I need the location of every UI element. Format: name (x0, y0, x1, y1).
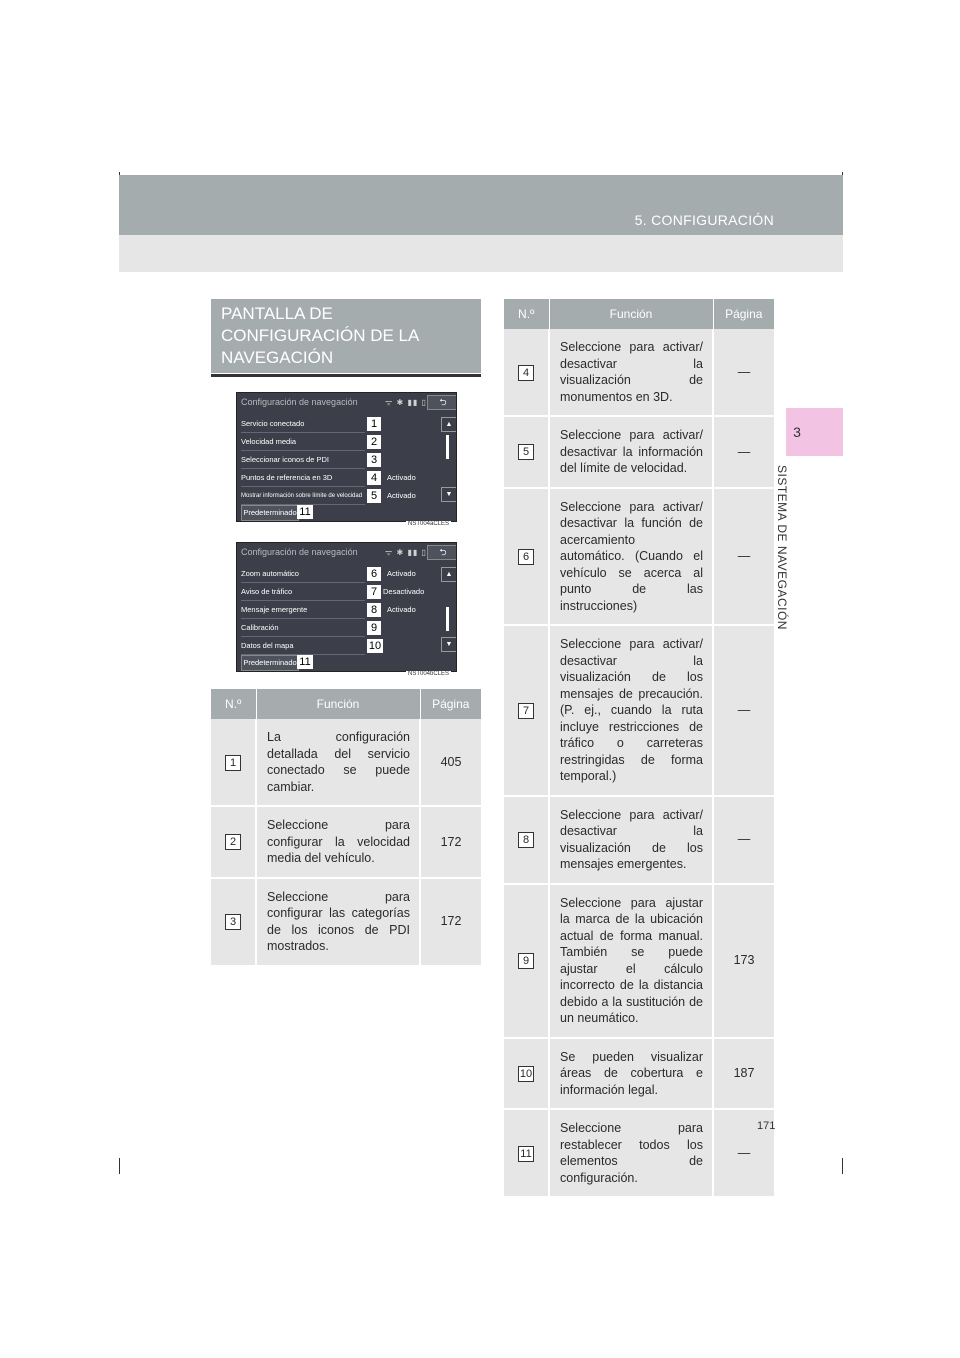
default-number: 11 (297, 505, 313, 519)
section-heading-line: NAVEGACIÓN (221, 348, 334, 367)
row-page: 172 (420, 806, 481, 878)
section-underline (211, 374, 481, 377)
row-function: Se pueden visualizar áreas de cobertura e información legal. (549, 1038, 713, 1110)
table-row (504, 1038, 774, 1110)
col-header-function: Función (256, 689, 420, 719)
screen-item-value: Activado (387, 569, 416, 578)
row-num-cell (211, 719, 256, 806)
table-header-row (211, 689, 481, 719)
scroll-up-icon: ▲ (441, 567, 457, 582)
row-page: — (713, 329, 774, 416)
nav-settings-screenshot-2 (236, 542, 457, 672)
row-num-cell (504, 488, 549, 626)
row-num-cell (504, 1109, 549, 1197)
scroll-down-icon: ▼ (441, 487, 457, 502)
screen-item-number: 1 (367, 417, 381, 431)
table-row (211, 719, 481, 806)
scroll-up-icon: ▲ (441, 417, 457, 432)
status-icons: ᯤ ✱ ▮▮ ▯ (385, 548, 427, 557)
table-row (211, 878, 481, 966)
scrollbar-thumb (446, 435, 449, 459)
screen-item-value: Activado (387, 605, 416, 614)
function-table-left (211, 689, 481, 967)
default-number: 11 (297, 655, 313, 669)
screen-item-value: Activado (387, 491, 416, 500)
page-number: 171 (757, 1120, 776, 1132)
row-num-cell (504, 416, 549, 488)
scrollbar-thumb (446, 607, 449, 631)
row-function: Seleccione para activar/ desactivar la información del límite de velocidad. (549, 416, 713, 488)
screen-item-label: Mensaje emergente (241, 602, 365, 619)
row-page: — (713, 796, 774, 884)
row-page: 187 (713, 1038, 774, 1110)
screen-item-number: 3 (367, 453, 381, 467)
screen-item-value (387, 434, 437, 450)
row-page: — (713, 488, 774, 626)
col-header-page: Página (420, 689, 481, 719)
screen-item-label: Zoom automático (241, 566, 365, 583)
table-row (504, 1109, 774, 1197)
screen-item-label: Calibración (241, 620, 365, 637)
screen-item-value: Activado (387, 473, 416, 482)
screen-item-value (387, 416, 437, 432)
row-num: 1 (225, 755, 241, 771)
default-button: Predeterminado (241, 655, 299, 671)
chapter-title: 5. CONFIGURACIÓN (634, 212, 774, 228)
row-num: 11 (518, 1146, 534, 1162)
row-num: 2 (225, 834, 241, 850)
row-function: Seleccione para activar/ desactivar la visualización de los mensajes emergentes. (549, 796, 713, 884)
figure-code: NST004bCLES (408, 671, 450, 677)
screen-item-number: 8 (367, 603, 381, 617)
row-page: — (713, 625, 774, 796)
screen-title: Configuración de navegación (241, 397, 358, 407)
screen-item-value (387, 620, 437, 636)
back-icon: ⮌ (427, 545, 457, 560)
row-num-cell (504, 625, 549, 796)
chapter-tab-number: 3 (793, 424, 801, 440)
row-num: 5 (518, 444, 534, 460)
nav-settings-screenshot-1 (236, 392, 457, 522)
col-header-num: N.º (504, 299, 549, 329)
screen-item-label: Velocidad media (241, 434, 365, 451)
row-page: 172 (420, 878, 481, 966)
screen-item-number: 6 (367, 567, 381, 581)
col-header-function: Función (549, 299, 713, 329)
col-header-page: Página (713, 299, 774, 329)
row-num: 10 (519, 1067, 533, 1080)
table-row (504, 796, 774, 884)
function-table-right (504, 299, 774, 1198)
row-function: Seleccione para configurar las categorías de los iconos de PDI mostrados. (256, 878, 420, 966)
section-heading-line: CONFIGURACIÓN DE LA (221, 326, 420, 345)
screen-item-number: 10 (368, 640, 382, 652)
screen-item-label: Servicio conectado (241, 416, 365, 433)
table-header-row (504, 299, 774, 329)
row-page: 405 (420, 719, 481, 806)
chapter-header-strip (119, 235, 843, 272)
row-num: 7 (518, 703, 534, 719)
row-page: — (713, 1109, 774, 1197)
screen-item-label: Puntos de referencia en 3D (241, 470, 365, 487)
status-icons: ᯤ ✱ ▮▮ ▯ (385, 398, 427, 407)
row-function: Seleccione para activar/ desactivar la visualización de monumentos en 3D. (549, 329, 713, 416)
screen-item-number: 7 (367, 585, 381, 599)
crop-mark (119, 1158, 120, 1174)
row-num-cell (504, 1038, 549, 1110)
row-page: — (713, 416, 774, 488)
table-row (504, 329, 774, 416)
screen-item-label: Datos del mapa (241, 638, 365, 655)
screen-item-label: Mostrar información sobre límite de velocidad (241, 488, 365, 505)
figure-code: NST004aCLES (408, 521, 450, 527)
row-function: Seleccione para activar/ desactivar la visualización de los mensajes de precaución. (P. ej., cuando la ruta incluye restricciones de tráfico o carreteras restringidas de forma temporal.) (549, 625, 713, 796)
table-row (211, 806, 481, 878)
screen-item-label: Seleccionar iconos de PDI (241, 452, 365, 469)
table-row (504, 625, 774, 796)
table-row (504, 416, 774, 488)
row-num-cell (504, 884, 549, 1038)
screen-item-number: 5 (367, 489, 381, 503)
row-num: 3 (225, 914, 241, 930)
chapter-tab-label: SISTEMA DE NAVEGACIÓN (775, 465, 789, 630)
row-function: Seleccione para restablecer todos los elementos de configuración. (549, 1109, 713, 1197)
row-num: 9 (518, 953, 534, 969)
screen-item-value (387, 452, 437, 468)
section-heading (211, 299, 481, 373)
row-function: La configuración detallada del servicio conectado se puede cambiar. (256, 719, 420, 806)
screen-item-label: Aviso de tráfico (241, 584, 365, 601)
row-function: Seleccione para configurar la velocidad media del vehículo. (256, 806, 420, 878)
section-heading-line: PANTALLA DE (221, 304, 333, 323)
col-header-num: N.º (211, 689, 256, 719)
screen-item-number: 2 (367, 435, 381, 449)
row-num: 6 (518, 549, 534, 565)
row-function: Seleccione para ajustar la marca de la ubicación actual de forma manual. También se puede ajustar el cálculo incorrecto de la distancia debido a la sustitución de un neumático. (549, 884, 713, 1038)
table-row (504, 488, 774, 626)
row-num: 4 (518, 365, 534, 381)
back-icon: ⮌ (427, 395, 457, 410)
default-button: Predeterminado (241, 505, 299, 521)
table-row (504, 884, 774, 1038)
row-num-cell (504, 329, 549, 416)
scroll-down-icon: ▼ (441, 637, 457, 652)
row-num: 8 (518, 832, 534, 848)
screen-item-number: 9 (367, 621, 381, 635)
row-page: 173 (713, 884, 774, 1038)
screen-item-value (387, 638, 437, 654)
row-function: Seleccione para activar/ desactivar la función de acercamiento automático. (Cuando el vehículo se acerca al punto de las instrucciones) (549, 488, 713, 626)
row-num-cell (211, 878, 256, 966)
row-num-cell (211, 806, 256, 878)
screen-title: Configuración de navegación (241, 547, 358, 557)
row-num-cell (504, 796, 549, 884)
screen-item-value: Desactivado (383, 587, 425, 596)
crop-mark (842, 1158, 843, 1174)
screen-item-number: 4 (367, 471, 381, 485)
